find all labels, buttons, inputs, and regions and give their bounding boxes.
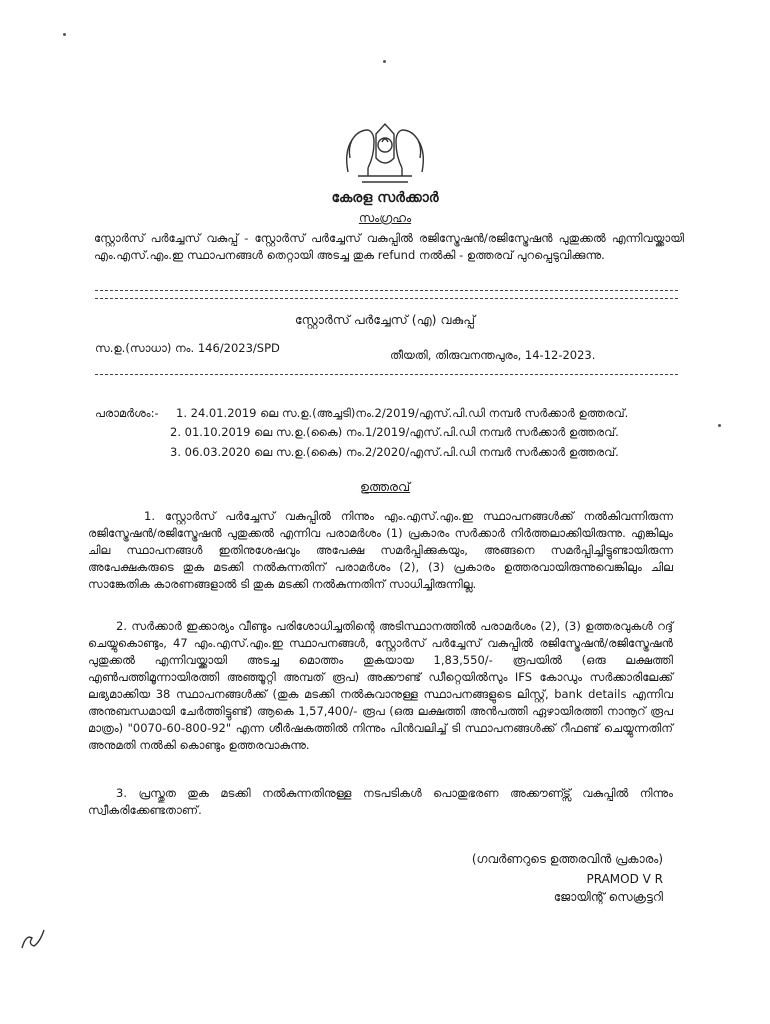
handwritten-mark-icon [18, 924, 48, 958]
signatory-designation: ജോയിന്റ് സെക്രട്ടറി [553, 890, 663, 904]
summary-label: സംഗ്രഹം [358, 211, 412, 225]
body-paragraph: 2. സർക്കാർ ഇക്കാര്യം വീണ്ടും പരിശോധിച്ചതിന്റെ അടിസ്ഥാനത്തിൽ പരാമർശം (2), (3) ഉത്തരവുകൾ റദ്ദ് ചെയ്യുകൊണ്ടും, 47 എം.എസ്.എം.ഇ സ്ഥാപനങ്ങൾ, സ്റ്റോർസ് പർച്ചേസ് വകുപ്പിൽ രജിസ്ട്രേഷൻ/രജിസ്ട്രേഷൻ പുതുക്കൽ എന്നിവയ്ക്കായി അടച്ച മൊത്തം തുകയായ 1,83,550/- രൂപയിൽ (ഒരു ലക്ഷത്തി എൺപത്തിമൂന്നായിരത്തി അഞ്ഞൂറ്റി അമ്പത് രൂപ) അക്കൗണ്ട് ഡീറ്റെയിൽസും IFS കോഡും സർക്കാരിലേക്ക് ലഭ്യമാക്കിയ 38 സ്ഥാപനങ്ങൾക്ക് (തുക മടക്കി നൽകുവാനുള്ള സ്ഥാപനങ്ങളുടെ ലിസ്റ്റ്, bank details എന്നിവ അനുബന്ധമായി ചേർത്തിട്ടുണ്ട്) ആകെ 1,57,400/- രൂപ (ഒരു ലക്ഷത്തി അൻപത്തി ഏഴായിരത്തി നാനൂറ് രൂപ മാത്രം) "0070-60-800-92" എന്ന ശീർഷകത്തിൽ നിന്നും പിൻവലിച്ച് ടി സ്ഥാപനങ്ങൾക്ക് റീഫണ്ട് ചെയ്യുന്നതിന് അനുമതി നൽകി കൊണ്ടും ഉത്തരവാകുന്നു. [88, 619, 673, 752]
government-title: കേരള സർക്കാർ [331, 190, 439, 206]
divider [95, 298, 678, 299]
divider [95, 290, 678, 291]
body-paragraph: 1. സ്റ്റോർസ് പർച്ചേസ് വകുപ്പിൽ നിന്നും എം.എസ്.എം.ഇ സ്ഥാപനങ്ങൾക്ക് നൽകിവന്നിരുന്ന രജിസ്ട്രേഷൻ/രജിസ്ട്രേഷൻ പുതുക്കൽ എന്നിവ പരാമർശം (1) പ്രകാരം സർക്കാർ നിർത്തലാക്കിയിരുന്നു. എങ്കിലും ചില സ്ഥാപനങ്ങൾ ഇതിനുശേഷവും അപേക്ഷ സമർപ്പിക്കുകയും, അങ്ങനെ സമർപ്പിച്ചിട്ടുണ്ടായിരുന്ന അപേക്ഷകരുടെ തുക മടക്കി നൽകുന്നതിന് പരാമർശം (2), (3) പ്രകാരം ഉത്തരവായിരുന്നുവെങ്കിലും ചില സാങ്കേതിക കാരണങ്ങളാൽ ടി തുക മടക്കി നൽകുന്നതിന് സാധിച്ചിരുന്നില്ല. [88, 509, 673, 591]
scan-speck [383, 60, 386, 63]
department-title: സ്റ്റോർസ് പർച്ചേസ് (എ) വകുപ്പ് [294, 312, 476, 327]
body-paragraph: 3. പ്രസ്തുത തുക മടക്കി നൽകുന്നതിനുള്ള നടപടികൾ പൊതുഭരണ അക്കൗണ്ട്സ് വകുപ്പിൽ നിന്നും സ്വീകരിക്കേണ്ടതാണ്. [88, 786, 673, 817]
order-date: തീയതി, തിരുവനന്തപുരം, 14-12-2023. [390, 348, 596, 362]
scan-speck [63, 33, 66, 36]
scan-speck [718, 424, 721, 427]
divider [95, 374, 678, 375]
reference-item: 1. 24.01.2019 ലെ സ.ഉ.(അച്ചടി)നം.2/2019/എസ്.പി.ഡി നമ്പർ സർക്കാർ ഉത്തരവ്. [176, 406, 629, 420]
kerala-emblem-icon [338, 112, 432, 192]
order-heading: ഉത്തരവ് [359, 479, 411, 494]
order-subject: സ്റ്റോർസ് പർച്ചേസ് വകുപ്പ് - സ്റ്റോർസ് പർച്ചേസ് വകുപ്പിൽ രജിസ്ട്രേഷൻ/രജിസ്ട്രേഷൻ പുതുക്കൽ എന്നിവയ്ക്കായി എം.എസ്.എം.ഇ സ്ഥാപനങ്ങൾ തെറ്റായി അടച്ച തുക refund നൽകി - ഉത്തരവ് പുറപ്പെടുവിക്കുന്നു. [94, 231, 684, 262]
references-label: പരാമർശം:- [95, 406, 159, 420]
reference-item: 2. 01.10.2019 ലെ സ.ഉ.(കൈ) നം.1/2019/എസ്.പി.ഡി നമ്പർ സർക്കാർ ഉത്തരവ്. [170, 425, 619, 439]
signature-authority: (ഗവർണറുടെ ഉത്തരവിൻ പ്രകാരം) [471, 852, 663, 866]
order-number: സ.ഉ.(സാധാ) നം. 146/2023/SPD [95, 341, 280, 355]
reference-item: 3. 06.03.2020 ലെ സ.ഉ.(കൈ) നം.2/2020/എസ്.പി.ഡി നമ്പർ സർക്കാർ ഉത്തരവ്. [170, 445, 619, 459]
signatory-name: PRAMOD V R [586, 872, 663, 886]
